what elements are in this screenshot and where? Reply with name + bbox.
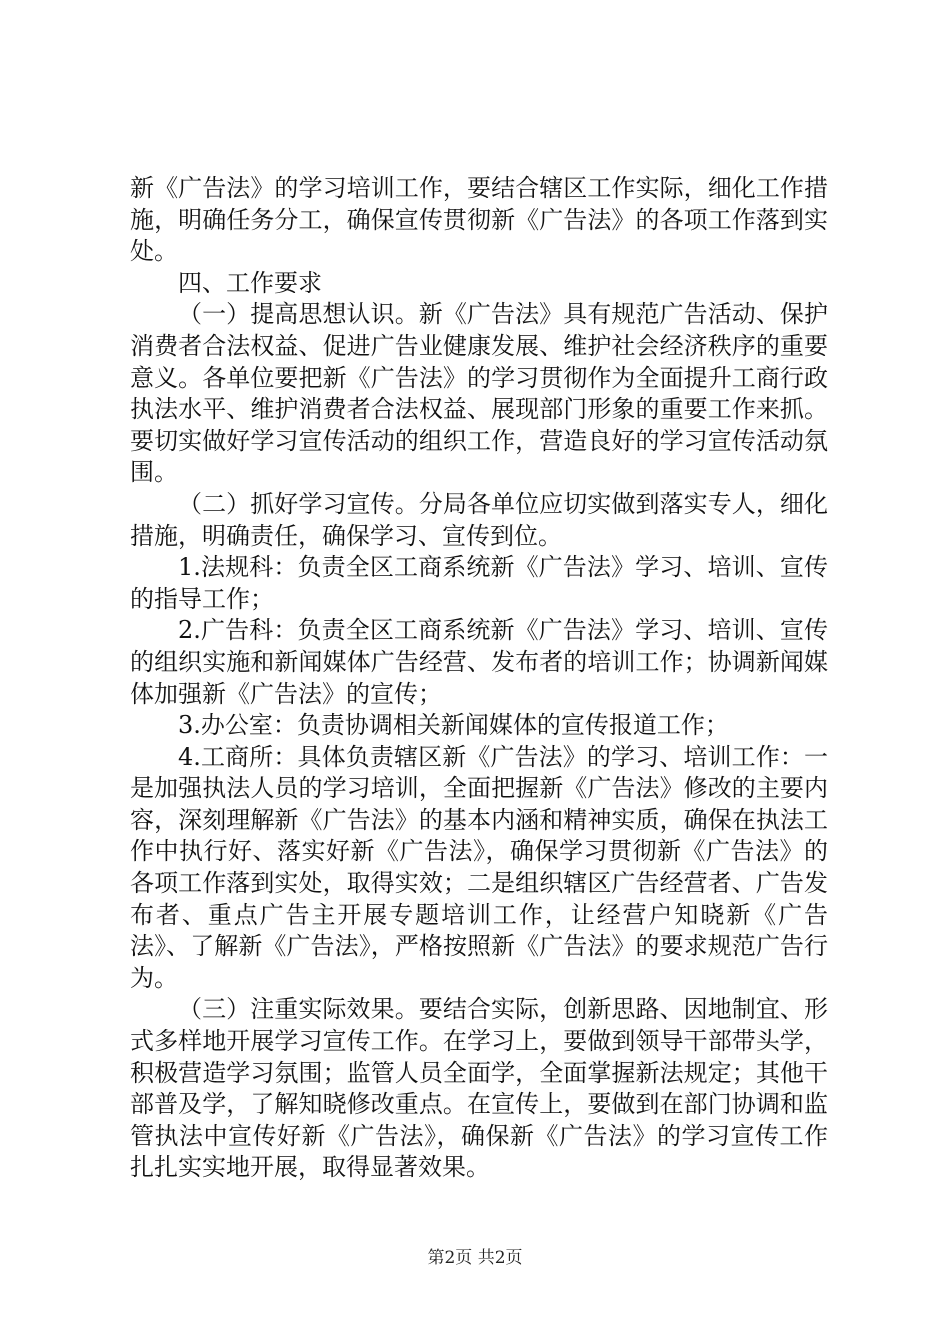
page-footer [0, 1243, 950, 1268]
list-item-business-office: 4.工商所：具体负责辖区新《广告法》的学习、培训工作：一是加强执法人员的学习培训，全面把握新《广告法》修改的主要内容，深刻理解新《广告法》的基本内涵和精神实质，确保在执法工作中执行好、落实好新《广告法》，确保学习贯彻新《广告法》的各项工作落到实处，取得实效；二是组织辖区广告经营者、广告发布者、重点广告主开展专题培训工作，让经营户知晓新《广告法》、了解新《广告法》，严格按照新《广告法》的要求规范广告行为。 [130, 742, 828, 992]
section-heading-work-requirements: 四、工作要求 [178, 268, 322, 297]
paragraph-continuation: 新《广告法》的学习培训工作，要结合辖区工作实际，细化工作措施，明确任务分工，确保宣传贯彻新《广告法》的各项工作落到实处。 [130, 174, 828, 266]
list-item-legal-section: 1.法规科：负责全区工商系统新《广告法》学习、培训、宣传的指导工作； [130, 553, 828, 613]
document-body [130, 173, 828, 1184]
page-number: 第2页 共2页 [427, 1248, 523, 1268]
paragraph-raise-awareness: （一）提高思想认识。新《广告法》具有规范广告活动、保护消费者合法权益、促进广告业健康发展、维护社会经济秩序的重要意义。各单位要把新《广告法》的学习贯彻作为全面提升工商行政执法水平、维护消费者合法权益、展现部门形象的重要工作来抓。要切实做好学习宣传活动的组织工作，营造良好的学习宣传活动氛围。 [130, 300, 828, 487]
list-item-office: 3.办公室：负责协调相关新闻媒体的宣传报道工作； [178, 711, 729, 740]
paragraph-practical-effect: （三）注重实际效果。要结合实际，创新思路、因地制宜、形式多样地开展学习宣传工作。在学习上，要做到领导干部带头学，积极营造学习氛围；监管人员全面学，全面掌握新法规定；其他干部普及学，了解知晓修改重点。在宣传上，要做到在部门协调和监管执法中宣传好新《广告法》，确保新《广告法》的学习宣传工作扎扎实实地开展，取得显著效果。 [130, 995, 828, 1182]
list-item-advertising-section: 2.广告科：负责全区工商系统新《广告法》学习、培训、宣传的组织实施和新闻媒体广告经营、发布者的培训工作；协调新闻媒体加强新《广告法》的宣传； [130, 616, 828, 708]
paragraph-study-publicity: （二）抓好学习宣传。分局各单位应切实做到落实专人，细化措施，明确责任，确保学习、宣传到位。 [130, 489, 828, 550]
